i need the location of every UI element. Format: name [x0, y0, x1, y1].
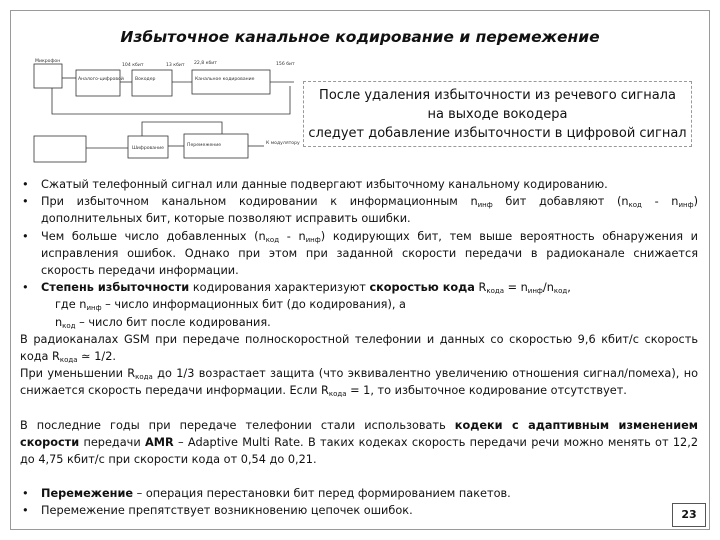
paragraph-rate-reduction: При уменьшении $R_{кода}$ до 1/3 возрастает защита (что эквивалентно увеличению отношения сигнал/помеха), но снижается скорость передачи информации. Если $R_{кода} = 1$, то избыточное кодирование отсутствует. [20, 367, 698, 399]
diagram-label-rate-b: 13 кбит [166, 63, 185, 68]
diagram-label-vocoder: Вокодер [135, 77, 156, 82]
diagram-label-encryption: Шифрование [132, 146, 164, 151]
definition-n-inf: где $n_{инф}$ – число информационных бит (до кодирования), а [55, 298, 406, 313]
bullet-interleaving-def: • Перемежение – операция перестановки бит перед формированием пакетов. [20, 485, 698, 502]
diagram-label-converter: Аналого-цифровой [78, 77, 124, 82]
spacer [20, 400, 698, 417]
diagram-label-modulator: К модулятору [266, 141, 300, 146]
paragraph-gsm: В радиоканалах GSM при передаче полноскоростной телефонии и данных со скоростью 9,6 кбит/с скорость кода $R_{кода}$ ≃ 1/2. [20, 332, 698, 365]
bullet-redundancy-degree: • Степень избыточности кодирования характеризуют скоростью кода $R_{кода} = n_{инф}/n_{код}$, [20, 279, 698, 296]
bullet-interleaving-effect: • Перемежение препятствует возникновению цепочек ошибок. [20, 502, 698, 519]
diagram-label-rate-a: 104 кбит [122, 63, 144, 68]
diagram-label-rate-d: 156 бит [276, 62, 295, 67]
paragraph-amr: В последние годы при передаче телефонии стали использовать кодеки с адаптивным изменением скорости передачи AMR – Adaptive Multi Rate. В таких кодеках скорость передачи речи можно менять от 12,2 до 4,75 кбит/с при скорости кода от 0,54 до 0,21. [20, 418, 699, 467]
diagram-block-converter [76, 70, 120, 96]
callout-line-1: После удаления избыточности из речевого сигнала [319, 88, 676, 103]
diagram-block-microphone [34, 64, 62, 88]
slide-body [20, 176, 698, 520]
diagram-block-vocoder [132, 70, 172, 96]
definition-n-kod: $n_{код}$ – число бит после кодирования. [55, 315, 271, 330]
diagram-label-channel-coder: Канальное кодирование [195, 77, 255, 82]
page-number: 23 [672, 503, 706, 527]
slide-title: Избыточное канальное кодирование и перемежение [120, 28, 600, 46]
callout-line-3: следует добавление избыточности в цифровой сигнал [308, 126, 687, 141]
block-diagram [32, 56, 322, 168]
diagram-label-rate-c: 22,8 кбит [194, 61, 217, 66]
diagram-label-microphone: Микрофон [35, 59, 61, 64]
callout-box [303, 81, 692, 147]
diagram-block-encryption-in [34, 136, 86, 162]
callout-line-2: на выходе вокодера [427, 107, 568, 122]
spacer [20, 468, 698, 485]
diagram-label-interleaver: Перемежение [187, 143, 222, 148]
bullet-more-bits: • Чем больше число добавленных $(n_{код} - n_{инф})$ кодирующих бит, тем выше вероятность обнаружения и исправления ошибок. Однако при этом при заданной скорости передачи в радиоканале снижается скорость передачи информации. [20, 228, 698, 280]
diagram-block-channel-coder [192, 70, 270, 94]
bullet-compressed-signal: • Сжатый телефонный сигнал или данные подвергают избыточному канальному кодированию. [20, 176, 698, 193]
bullet-redundant-coding: • При избыточном канальном кодировании к информационным $n_{инф}$ бит добавляют $(n_{код} - n_{инф})$ дополнительных бит, которые позволяют исправить ошибки. [20, 193, 698, 227]
